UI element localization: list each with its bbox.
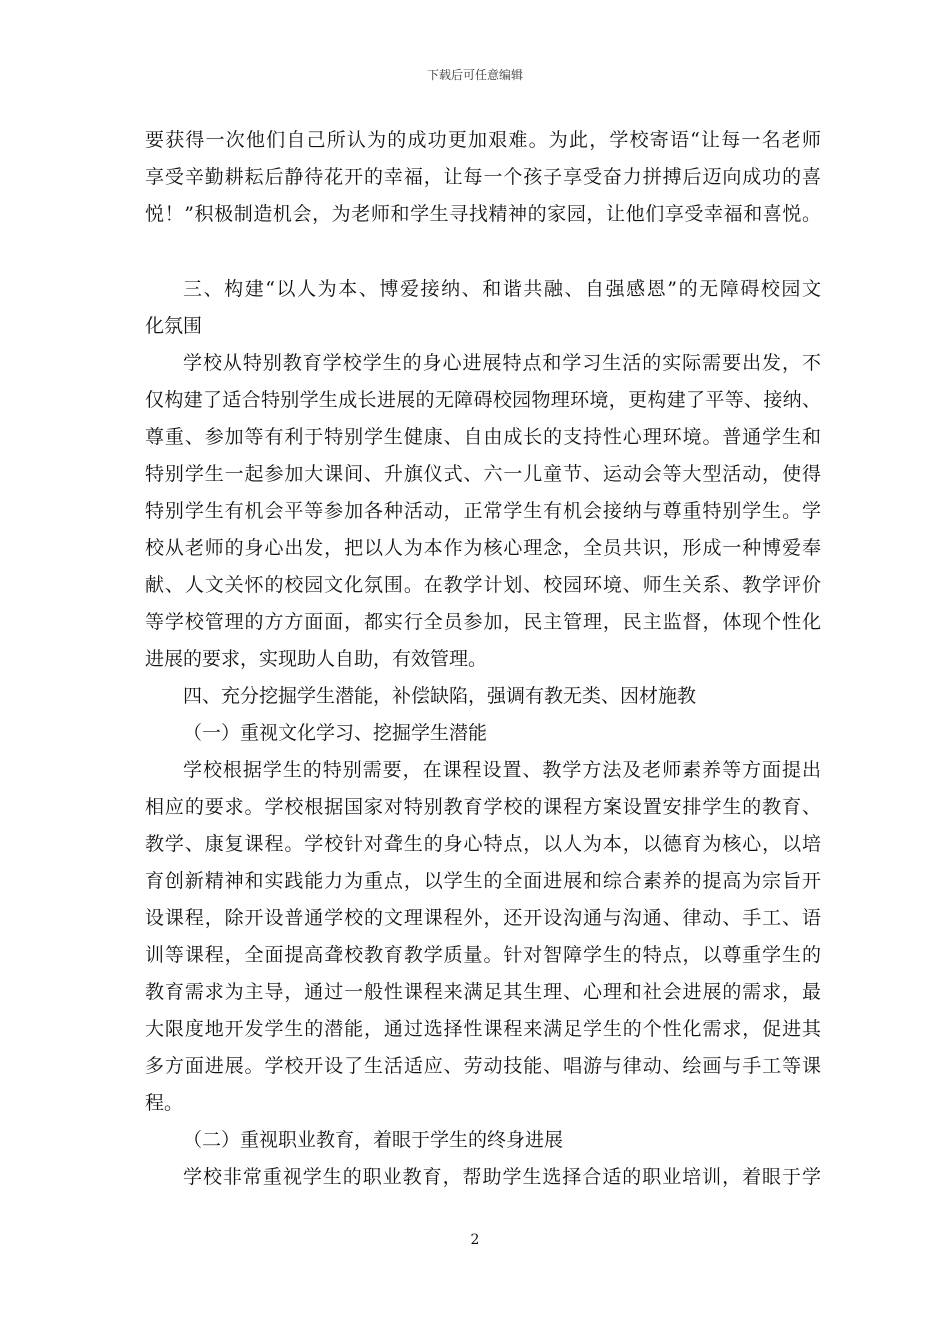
body-line: 悦！”积极制造机会，为老师和学生寻找精神的家园，让他们享受幸福和喜悦。: [145, 203, 821, 225]
body-line: 设课程，除开设普通学校的文理课程外，还开设沟通与沟通、律动、手工、语: [145, 907, 821, 929]
body-line: 要获得一次他们自己所认为的成功更加艰难。为此，学校寄语“让每一名老师: [145, 129, 821, 151]
section-heading: 化氛围: [145, 315, 203, 337]
body-line: 仅构建了适合特别学生成长进展的无障碍校园物理环境，更构建了平等、接纳、: [145, 389, 821, 411]
body-line: 育创新精神和实践能力为重点，以学生的全面进展和综合素养的提高为宗旨开: [145, 870, 821, 892]
page-number: 2: [470, 1232, 480, 1248]
body-line: 尊重、参加等有利于特别学生健康、自由成长的支持性心理环境。普通学生和: [145, 426, 821, 448]
subsection-heading: （一）重视文化学习、挖掘学生潜能: [183, 722, 488, 744]
subsection-heading: （二）重视职业教育，着眼于学生的终身进展: [183, 1129, 564, 1151]
body-line: 校从老师的身心出发，把以人为本作为核心理念，全员共识，形成一种博爱奉: [145, 537, 821, 559]
section-heading: 三、构建“以人为本、博爱接纳、和谐共融、自强感恩”的无障碍校园文: [183, 278, 821, 300]
body-line: 学校非常重视学生的职业教育，帮助学生选择合适的职业培训，着眼于学: [183, 1166, 821, 1188]
body-line: 多方面进展。学校开设了生活适应、劳动技能、唱游与律动、绘画与手工等课: [145, 1055, 821, 1077]
body-line: 教育需求为主导，通过一般性课程来满足其生理、心理和社会进展的需求，最: [145, 981, 821, 1003]
body-line: 程。: [145, 1092, 184, 1114]
body-line: 进展的要求，实现助人自助，有效管理。: [145, 648, 488, 670]
body-line: 学校根据学生的特别需要，在课程设置、教学方法及老师素养等方面提出: [183, 759, 821, 781]
body-line: 献、人文关怀的校园文化氛围。在教学计划、校园环境、师生关系、教学评价: [145, 574, 821, 596]
body-line: 大限度地开发学生的潜能，通过选择性课程来满足学生的个性化需求，促进其: [145, 1018, 821, 1040]
body-line: 享受辛勤耕耘后静待花开的幸福，让每一个孩子享受奋力拼搏后迈向成功的喜: [145, 166, 821, 188]
body-line: 特别学生有机会平等参加各种活动，正常学生有机会接纳与尊重特别学生。学: [145, 500, 821, 522]
body-line: 特别学生一起参加大课间、升旗仪式、六一儿童节、运动会等大型活动，使得: [145, 463, 821, 485]
body-line: 相应的要求。学校根据国家对特别教育学校的课程方案设置安排学生的教育、: [145, 796, 821, 818]
body-line: 训等课程，全面提高聋校教育教学质量。针对智障学生的特点，以尊重学生的: [145, 944, 821, 966]
section-heading: 四、充分挖掘学生潜能，补偿缺陷，强调有教无类、因材施教: [183, 685, 697, 707]
body-line: 学校从特别教育学校学生的身心进展特点和学习生活的实际需要出发，不: [183, 352, 821, 374]
body-line: 等学校管理的方方面面，都实行全员参加，民主管理，民主监督，体现个性化: [145, 611, 821, 633]
page-header: 下载后可任意编辑: [426, 68, 523, 82]
body-line: 教学、康复课程。学校针对聋生的身心特点，以人为本，以德育为核心，以培: [145, 833, 821, 855]
